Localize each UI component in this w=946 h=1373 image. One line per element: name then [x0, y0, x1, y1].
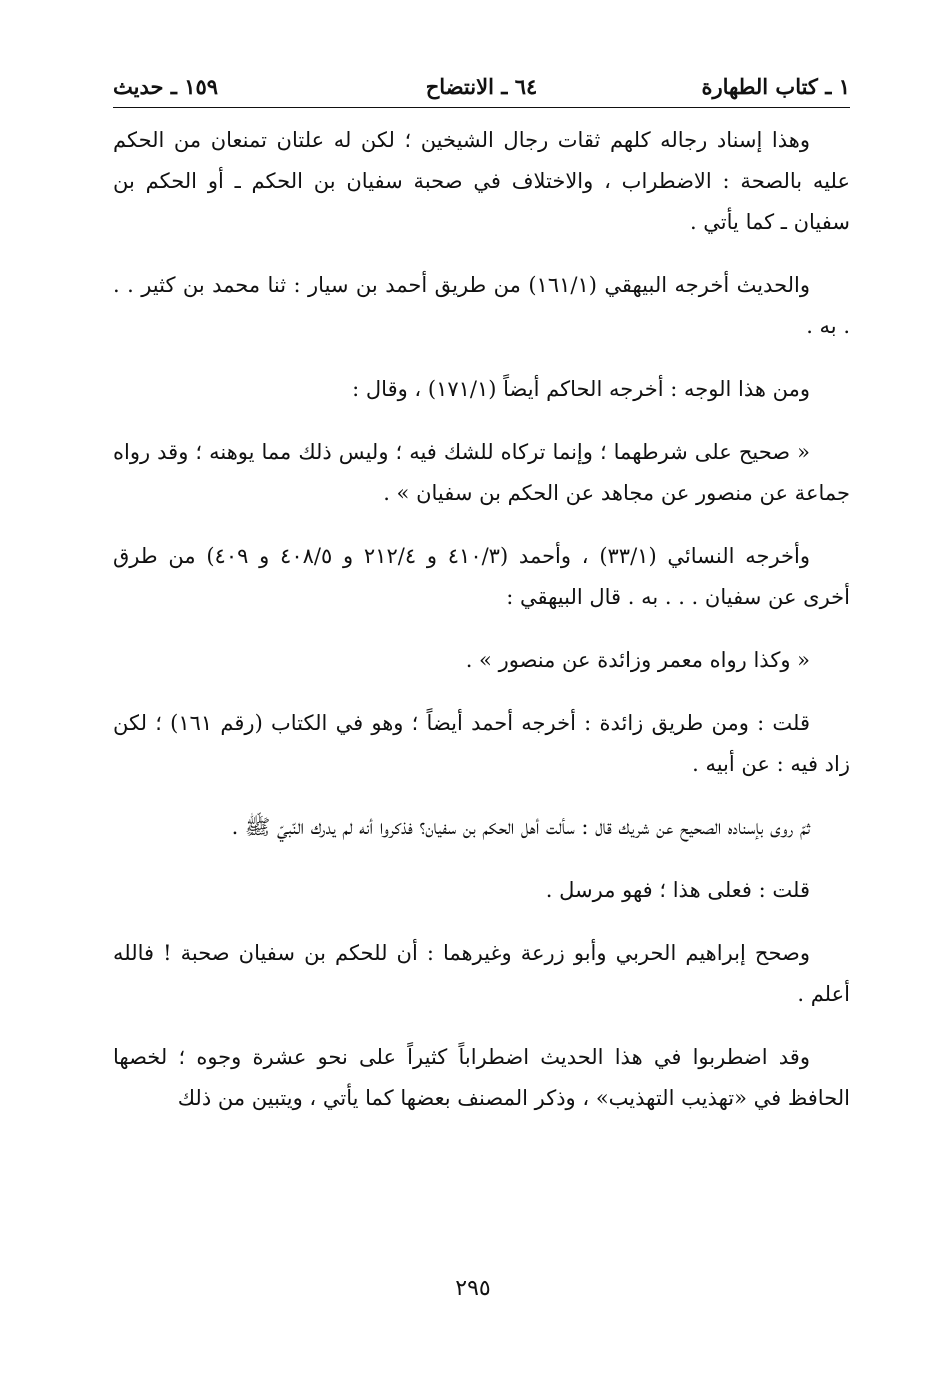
paragraph: ومن هذا الوجه : أخرجه الحاكم أيضاً (١٧١/١) ، وقال :	[352, 377, 810, 401]
paragraph: قلت : ومن طريق زائدة : أخرجه أحمد أيضاً ؛ وهو في الكتاب (رقم ١٦١) ؛ لكن زاد فيه : عن أبيه .	[113, 711, 850, 776]
running-header	[113, 70, 850, 104]
page-body	[113, 120, 850, 1141]
header-chapter-title: ٦٤ ـ الانتضاح	[425, 74, 538, 99]
paragraph: « صحيح على شرطهما ؛ وإنما تركاه للشك فيه ؛ وليس ذلك مما يوهنه ؛ وقد رواه جماعة عن منصور عن مجاهد عن الحكم بن سفيان » .	[113, 440, 850, 505]
header-hadith-number: ١٥٩ ـ حديث	[113, 74, 219, 99]
header-divider	[113, 107, 850, 108]
paragraph: ثمّ روى بإسناده الصحيح عن شريك قال : سألت أهل الحكم بن سفيان؟ فذكروا أنه لم يدرك النّبيّ ﷺ .	[231, 815, 810, 839]
paragraph: وهذا إسناد رجاله كلهم ثقات رجال الشيخين ؛ لكن له علتان تمنعان من الحكم عليه بالصحة : الاضطراب ، والاختلاف في صحبة سفيان بن الحكم ـ أو الحكم بن سفيان ـ كما يأتي .	[113, 128, 850, 234]
paragraph: « وكذا رواه معمر وزائدة عن منصور » .	[465, 648, 810, 672]
paragraph: وقد اضطربوا في هذا الحديث اضطراباً كثيراً على نحو عشرة وجوه ؛ لخصها الحافظ في «تهذيب التهذيب» ، وذكر المصنف بعضها كما يأتي ، ويتبين من ذلك	[113, 1045, 850, 1110]
header-book-title: ١ ـ كتاب الطهارة	[701, 74, 850, 99]
paragraph: وأخرجه النسائي (٣٣/١) ، وأحمد (٤١٠/٣ و ٢١٢/٤ و ٤٠٨/٥ و ٤٠٩) من طرق أخرى عن سفيان . . . به . قال البيهقي :	[113, 544, 850, 609]
paragraph: قلت : فعلى هذا ؛ فهو مرسل .	[545, 878, 810, 902]
paragraph: والحديث أخرجه البيهقي (١٦١/١) من طريق أحمد بن سيار : ثنا محمد بن كثير . . . به .	[113, 273, 850, 338]
page-number: ٢٩٥	[455, 1276, 491, 1301]
paragraph: وصحح إبراهيم الحربي وأبو زرعة وغيرهما : أن للحكم بن سفيان صحبة ! فالله أعلم .	[113, 941, 850, 1006]
